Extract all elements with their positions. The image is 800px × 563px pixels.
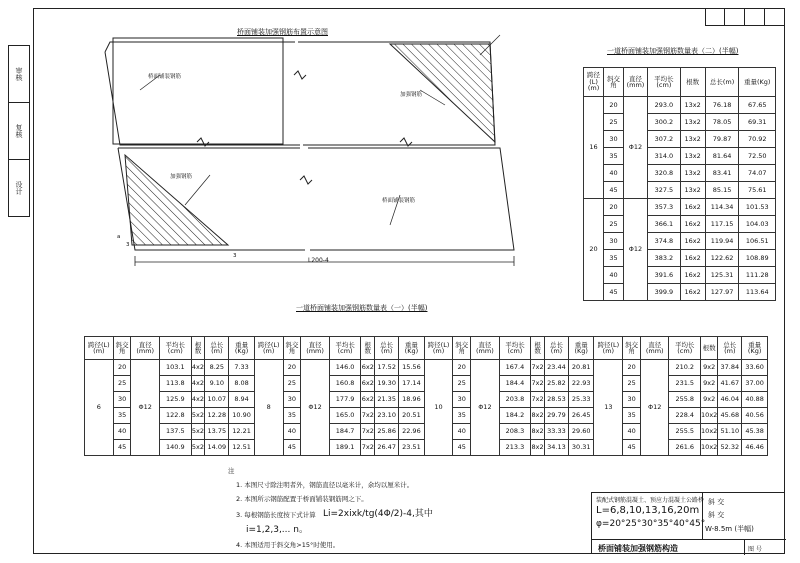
weight-cell: 106.51	[739, 233, 776, 250]
label-reinforcing-rebar-upper: 加强钢筋	[400, 92, 423, 98]
column-header: 跨径(L)(m)	[254, 337, 283, 360]
column-header: 重量(Kg)	[742, 337, 768, 360]
weight-cell: 37.00	[742, 376, 768, 392]
count-cell: 13x2	[680, 131, 705, 148]
total-length-cell: 12.28	[205, 408, 229, 424]
count-cell: 16x2	[680, 267, 705, 284]
total-length-cell: 41.67	[718, 376, 742, 392]
skew-angle-cell: 30	[623, 392, 641, 408]
total-length-cell: 23.10	[375, 408, 399, 424]
weight-cell: 29.60	[568, 424, 594, 440]
weight-cell: 70.92	[739, 131, 776, 148]
rebar-quantity-table-1	[84, 336, 768, 456]
note-3: 3. 每根钢筋长度按下式计算	[236, 511, 316, 519]
weight-cell: 10.90	[229, 408, 255, 424]
total-length-cell: 21.35	[375, 392, 399, 408]
column-header: 根数	[701, 337, 718, 360]
avg-length-cell: 357.3	[648, 199, 680, 216]
weight-cell: 104.03	[739, 216, 776, 233]
weight-cell: 108.89	[739, 250, 776, 267]
table-row	[584, 216, 776, 233]
skew-angle-cell: 45	[623, 440, 641, 456]
avg-length-cell: 184.7	[329, 424, 361, 440]
weight-cell: 17.14	[399, 376, 425, 392]
skew-angle-cell: 20	[113, 360, 131, 376]
total-length-cell: 117.15	[705, 216, 739, 233]
reinforcement-plan-drawing	[100, 30, 530, 275]
total-length-cell: 26.47	[375, 440, 399, 456]
table-row	[584, 250, 776, 267]
span-cell: 8	[254, 360, 283, 456]
weight-cell: 25.33	[568, 392, 594, 408]
weight-cell: 8.08	[229, 376, 255, 392]
column-header: 总长(m)	[705, 68, 739, 97]
count-cell: 8x2	[531, 440, 545, 456]
mark-3b: 3	[233, 253, 237, 259]
avg-length-cell: 137.5	[160, 424, 192, 440]
weight-cell: 23.51	[399, 440, 425, 456]
column-header: 跨径(L)(m)	[594, 337, 623, 360]
total-length-cell: 114.34	[705, 199, 739, 216]
column-header: 重量(Kg)	[399, 337, 425, 360]
total-length-cell: 83.41	[705, 165, 739, 182]
total-length-cell: 78.05	[705, 114, 739, 131]
weight-cell: 111.28	[739, 267, 776, 284]
column-header: 跨径(L)(m)	[424, 337, 453, 360]
weight-cell: 22.93	[568, 376, 594, 392]
column-header: 平均长(cm)	[499, 337, 531, 360]
column-header: 跨径(L)(m)	[584, 68, 604, 97]
diameter-cell: Φ12	[301, 360, 330, 456]
weight-cell: 8.94	[229, 392, 255, 408]
column-header: 平均长(cm)	[329, 337, 361, 360]
total-length-cell: 79.87	[705, 131, 739, 148]
weight-cell: 18.96	[399, 392, 425, 408]
skew-angle-cell: 20	[283, 360, 301, 376]
total-length-cell: 81.64	[705, 148, 739, 165]
count-cell: 10x2	[701, 424, 718, 440]
title-block	[591, 492, 785, 554]
label-reinforcing-rebar-lower: 加强钢筋	[170, 174, 193, 180]
weight-cell: 20.81	[568, 360, 594, 376]
sidebar-item-design: 设计	[15, 181, 23, 195]
column-header: 平均长(cm)	[669, 337, 701, 360]
count-cell: 16x2	[680, 233, 705, 250]
title-line-1: 装配式钢筋混凝土、预应力混凝土公路桥	[596, 497, 705, 504]
weight-cell: 22.96	[399, 424, 425, 440]
skew-angle-cell: 30	[283, 392, 301, 408]
avg-length-cell: 314.0	[648, 148, 680, 165]
avg-length-cell: 320.8	[648, 165, 680, 182]
column-header: 根数	[531, 337, 545, 360]
diameter-cell: Φ12	[471, 360, 500, 456]
count-cell: 7x2	[361, 408, 375, 424]
skew-angle-cell: 35	[453, 408, 471, 424]
weight-cell: 113.64	[739, 284, 776, 301]
column-header: 斜交角	[113, 337, 131, 360]
weight-cell: 45.38	[742, 424, 768, 440]
count-cell: 10x2	[701, 408, 718, 424]
weight-cell: 7.33	[229, 360, 255, 376]
avg-length-cell: 374.8	[648, 233, 680, 250]
sidebar-item-recheck: 复核	[9, 103, 29, 160]
column-header: 直径(mm)	[471, 337, 500, 360]
weight-cell: 69.31	[739, 114, 776, 131]
skew-angle-cell: 20	[623, 360, 641, 376]
avg-length-cell: 307.2	[648, 131, 680, 148]
avg-length-cell: 255.8	[669, 392, 701, 408]
avg-length-cell: 184.4	[499, 376, 531, 392]
span-cell: 10	[424, 360, 453, 456]
weight-cell: 12.51	[229, 440, 255, 456]
column-header: 根数	[191, 337, 205, 360]
total-length-cell: 45.68	[718, 408, 742, 424]
skew-angle-cell: 30	[604, 131, 624, 148]
total-length-cell: 13.75	[205, 424, 229, 440]
table-row	[584, 233, 776, 250]
skew-angle-cell: 35	[113, 408, 131, 424]
total-length-cell: 25.86	[375, 424, 399, 440]
span-cell: 13	[594, 360, 623, 456]
weight-cell: 40.88	[742, 392, 768, 408]
notes-heading: 注	[228, 467, 235, 475]
span-cell: 16	[584, 97, 604, 199]
count-cell: 9x2	[701, 376, 718, 392]
avg-length-cell: 177.9	[329, 392, 361, 408]
weight-cell: 30.31	[568, 440, 594, 456]
approval-strip	[8, 45, 30, 217]
table-row	[584, 131, 776, 148]
total-length-cell: 76.18	[705, 97, 739, 114]
skew-angle-cell: 45	[604, 182, 624, 199]
count-cell: 4x2	[191, 376, 205, 392]
table-row	[584, 199, 776, 216]
skew-angle-cell: 25	[283, 376, 301, 392]
column-header: 直径(mm)	[301, 337, 330, 360]
total-length-cell: 28.53	[545, 392, 569, 408]
total-length-cell: 10.07	[205, 392, 229, 408]
table-row	[584, 267, 776, 284]
skew-angle-cell: 45	[113, 440, 131, 456]
weight-cell: 72.50	[739, 148, 776, 165]
diameter-cell: Φ12	[131, 360, 160, 456]
avg-length-cell: 231.5	[669, 376, 701, 392]
skew-angle-cell: 40	[604, 267, 624, 284]
total-length-cell: 29.79	[545, 408, 569, 424]
skew-angle-cell: 20	[604, 199, 624, 216]
count-cell: 5x2	[191, 424, 205, 440]
total-length-cell: 119.94	[705, 233, 739, 250]
avg-length-cell: 391.6	[648, 267, 680, 284]
count-cell: 13x2	[680, 148, 705, 165]
avg-length-cell: 255.5	[669, 424, 701, 440]
drawing-title: 桥面铺装加强钢筋布置示意图	[237, 28, 328, 36]
skew-angle-cell: 45	[283, 440, 301, 456]
skew-angle-cell: 35	[604, 250, 624, 267]
total-length-cell: 14.09	[205, 440, 229, 456]
dimension-label: L200-4	[308, 257, 329, 264]
mark-a: a	[117, 234, 121, 240]
table2-title: 一道桥面铺装加强钢筋数量表（二）(半幅)	[607, 47, 739, 55]
total-length-cell: 125.31	[705, 267, 739, 284]
table-row	[584, 148, 776, 165]
total-length-cell: 122.62	[705, 250, 739, 267]
count-cell: 13x2	[680, 114, 705, 131]
skew-angle-cell: 35	[283, 408, 301, 424]
skew-angle-cell: 40	[453, 424, 471, 440]
count-cell: 10x2	[701, 440, 718, 456]
count-cell: 16x2	[680, 250, 705, 267]
note-1: 1. 本图尺寸除注明者外，钢筋直径以毫米计，余均以厘米计。	[236, 481, 414, 489]
count-cell: 9x2	[701, 360, 718, 376]
table-header-row	[85, 337, 768, 360]
count-cell: 8x2	[531, 408, 545, 424]
weight-cell: 33.60	[742, 360, 768, 376]
avg-length-cell: 261.6	[669, 440, 701, 456]
count-cell: 7x2	[531, 376, 545, 392]
skew-angle-cell: 35	[623, 408, 641, 424]
table-row	[584, 97, 776, 114]
column-header: 总长(m)	[545, 337, 569, 360]
table-row	[584, 114, 776, 131]
span-cell: 20	[584, 199, 604, 301]
table1-title: 一道桥面铺装加强钢筋数量表（一）(半幅)	[296, 304, 428, 312]
title-right-2: 斜 交	[708, 511, 725, 519]
span-cell: 6	[85, 360, 114, 456]
weight-cell: 40.56	[742, 408, 768, 424]
label-deck-rebar-lower: 桥面铺装钢筋	[382, 198, 416, 204]
diameter-cell: Φ12	[623, 199, 647, 301]
avg-length-cell: 184.2	[499, 408, 531, 424]
note-3-formula: Li=2xixk/tg(4Φ/2)-4,其中	[323, 509, 433, 519]
column-header: 直径(mm)	[640, 337, 669, 360]
avg-length-cell: 210.2	[669, 360, 701, 376]
skew-angle-cell: 40	[623, 424, 641, 440]
column-header: 总长(m)	[718, 337, 742, 360]
column-header: 斜交角	[453, 337, 471, 360]
column-header: 跨径(L)(m)	[85, 337, 114, 360]
column-header: 根数	[361, 337, 375, 360]
total-length-cell: 127.97	[705, 284, 739, 301]
avg-length-cell: 228.4	[669, 408, 701, 424]
title-line-3: φ=20°25°30°35°40°45°	[596, 519, 706, 529]
table-row	[584, 284, 776, 301]
count-cell: 13x2	[680, 97, 705, 114]
count-cell: 8x2	[531, 424, 545, 440]
count-cell: 6x2	[361, 392, 375, 408]
diameter-cell: Φ12	[640, 360, 669, 456]
weight-cell: 15.56	[399, 360, 425, 376]
skew-angle-cell: 25	[604, 114, 624, 131]
mark-3a: 3	[126, 242, 130, 248]
total-length-cell: 51.10	[718, 424, 742, 440]
weight-cell: 74.07	[739, 165, 776, 182]
total-length-cell: 17.52	[375, 360, 399, 376]
note-4: 4. 本图适用于斜交角>15°时使用。	[236, 541, 340, 549]
skew-angle-cell: 40	[113, 424, 131, 440]
count-cell: 7x2	[361, 424, 375, 440]
count-cell: 13x2	[680, 182, 705, 199]
skew-angle-cell: 45	[604, 284, 624, 301]
count-cell: 4x2	[191, 392, 205, 408]
column-header: 斜交角	[604, 68, 624, 97]
diameter-cell: Φ12	[623, 97, 647, 199]
skew-angle-cell: 25	[453, 376, 471, 392]
avg-length-cell: 122.8	[160, 408, 192, 424]
count-cell: 7x2	[531, 360, 545, 376]
column-header: 斜交角	[283, 337, 301, 360]
count-cell: 16x2	[680, 216, 705, 233]
table-row	[584, 165, 776, 182]
avg-length-cell: 160.8	[329, 376, 361, 392]
total-length-cell: 34.13	[545, 440, 569, 456]
count-cell: 16x2	[680, 199, 705, 216]
column-header: 根数	[680, 68, 705, 97]
avg-length-cell: 203.8	[499, 392, 531, 408]
count-cell: 13x2	[680, 165, 705, 182]
title-right-1: 斜 交	[708, 498, 725, 506]
column-header: 重量(Kg)	[229, 337, 255, 360]
column-header: 总长(m)	[205, 337, 229, 360]
total-length-cell: 23.44	[545, 360, 569, 376]
count-cell: 6x2	[361, 376, 375, 392]
column-header: 重量(Kg)	[739, 68, 776, 97]
skew-angle-cell: 25	[604, 216, 624, 233]
column-header: 平均长(cm)	[648, 68, 680, 97]
note-2: 2. 本图所示钢筋配置于桥面铺装钢筋网之下。	[236, 495, 368, 503]
sidebar-item-review: 审核	[9, 46, 29, 103]
column-header: 直径(mm)	[131, 337, 160, 360]
skew-angle-cell: 30	[113, 392, 131, 408]
avg-length-cell: 189.1	[329, 440, 361, 456]
top-right-box	[705, 8, 785, 26]
total-length-cell: 25.82	[545, 376, 569, 392]
weight-cell: 26.45	[568, 408, 594, 424]
avg-length-cell: 167.4	[499, 360, 531, 376]
total-length-cell: 37.84	[718, 360, 742, 376]
avg-length-cell: 366.1	[648, 216, 680, 233]
skew-angle-cell: 20	[453, 360, 471, 376]
weight-cell: 20.51	[399, 408, 425, 424]
avg-length-cell: 327.5	[648, 182, 680, 199]
avg-length-cell: 146.0	[329, 360, 361, 376]
column-header: 斜交角	[623, 337, 641, 360]
skew-angle-cell: 25	[113, 376, 131, 392]
total-length-cell: 9.10	[205, 376, 229, 392]
label-deck-rebar-upper: 桥面铺装钢筋	[148, 74, 182, 80]
weight-cell: 67.65	[739, 97, 776, 114]
table-header-row	[584, 68, 776, 97]
count-cell: 6x2	[361, 360, 375, 376]
avg-length-cell: 383.2	[648, 250, 680, 267]
title-right-3: W-8.5m (半幅)	[705, 525, 754, 533]
skew-angle-cell: 25	[623, 376, 641, 392]
skew-angle-cell: 30	[453, 392, 471, 408]
avg-length-cell: 140.9	[160, 440, 192, 456]
weight-cell: 12.21	[229, 424, 255, 440]
table-row	[85, 360, 768, 376]
sheet-number-label: 图 号	[748, 546, 762, 553]
total-length-cell: 8.25	[205, 360, 229, 376]
total-length-cell: 33.33	[545, 424, 569, 440]
table-row	[584, 182, 776, 199]
skew-angle-cell: 40	[283, 424, 301, 440]
skew-angle-cell: 45	[453, 440, 471, 456]
avg-length-cell: 399.9	[648, 284, 680, 301]
avg-length-cell: 300.2	[648, 114, 680, 131]
count-cell: 9x2	[701, 392, 718, 408]
rebar-quantity-table-2	[583, 67, 776, 301]
skew-angle-cell: 30	[604, 233, 624, 250]
skew-angle-cell: 35	[604, 148, 624, 165]
column-header: 直径(mm)	[623, 68, 647, 97]
total-length-cell: 46.04	[718, 392, 742, 408]
count-cell: 7x2	[531, 392, 545, 408]
weight-cell: 75.61	[739, 182, 776, 199]
title-line-2: L=6,8,10,13,16,20m	[596, 505, 700, 516]
avg-length-cell: 293.0	[648, 97, 680, 114]
count-cell: 5x2	[191, 408, 205, 424]
avg-length-cell: 103.1	[160, 360, 192, 376]
column-header: 平均长(cm)	[160, 337, 192, 360]
note-3-index: i=1,2,3,... n。	[246, 525, 308, 535]
skew-angle-cell: 40	[604, 165, 624, 182]
column-header: 重量(Kg)	[568, 337, 594, 360]
skew-angle-cell: 20	[604, 97, 624, 114]
drawing-name: 桥面铺装加强钢筋构造	[598, 544, 678, 553]
count-cell: 7x2	[361, 440, 375, 456]
avg-length-cell: 213.3	[499, 440, 531, 456]
avg-length-cell: 165.0	[329, 408, 361, 424]
total-length-cell: 85.15	[705, 182, 739, 199]
weight-cell: 46.46	[742, 440, 768, 456]
column-header: 总长(m)	[375, 337, 399, 360]
weight-cell: 101.53	[739, 199, 776, 216]
total-length-cell: 52.32	[718, 440, 742, 456]
avg-length-cell: 125.9	[160, 392, 192, 408]
total-length-cell: 19.30	[375, 376, 399, 392]
avg-length-cell: 208.3	[499, 424, 531, 440]
count-cell: 16x2	[680, 284, 705, 301]
avg-length-cell: 113.8	[160, 376, 192, 392]
count-cell: 4x2	[191, 360, 205, 376]
count-cell: 5x2	[191, 440, 205, 456]
